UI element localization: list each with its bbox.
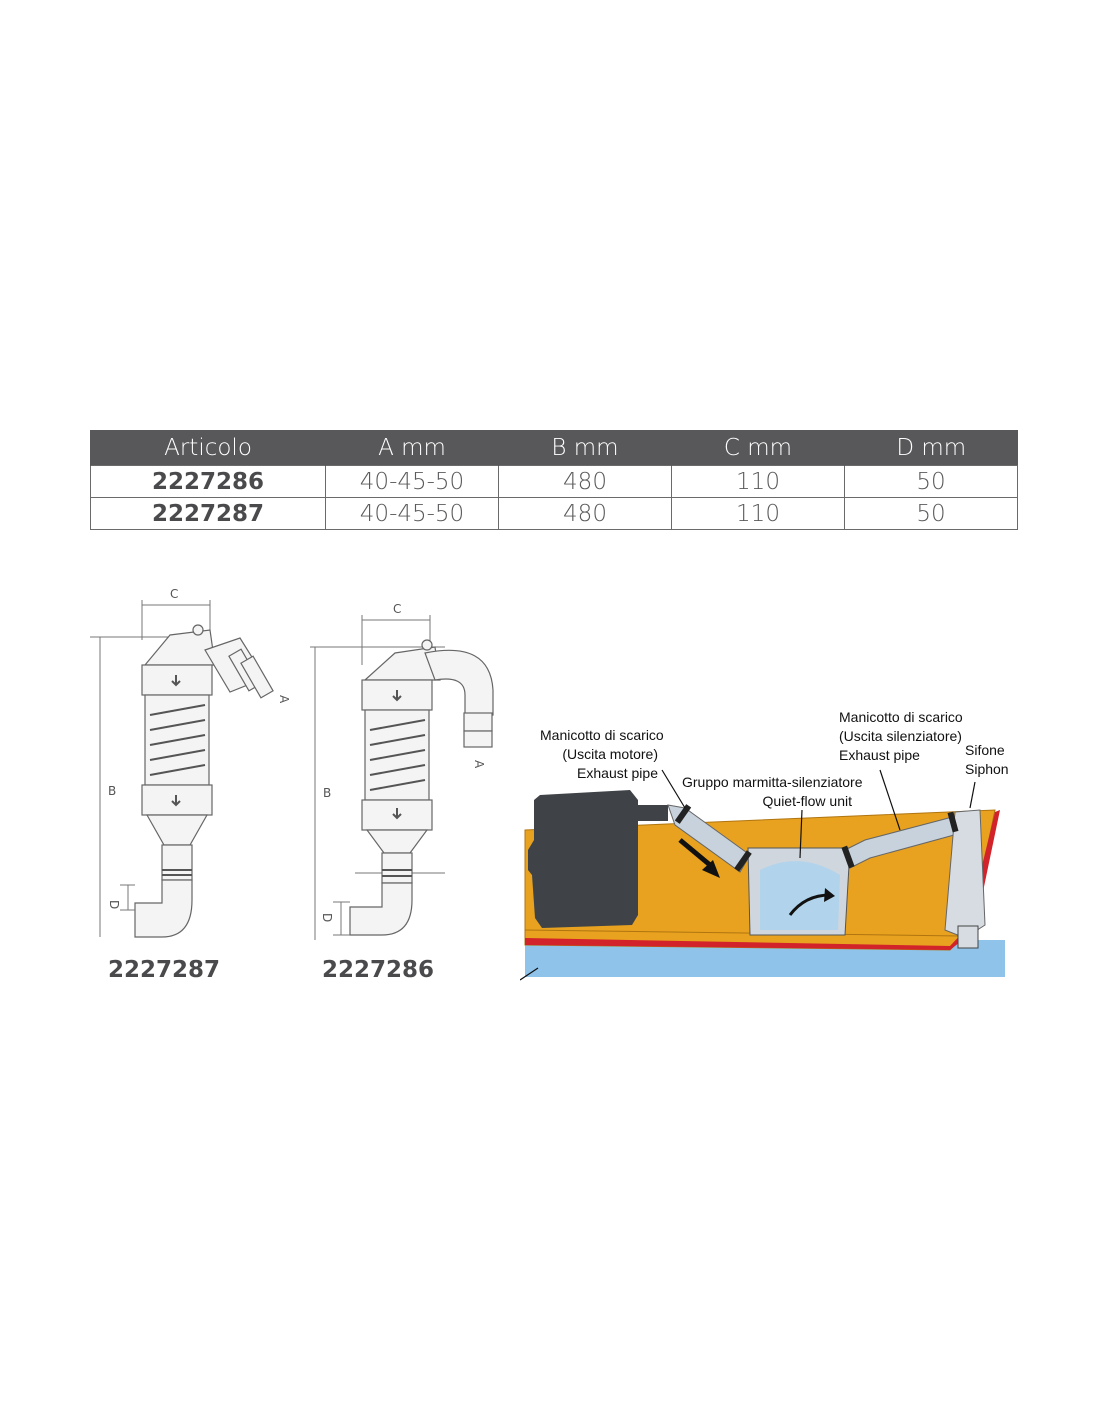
cell-c: 110 [672,466,845,498]
dim-b-label: B [108,784,117,798]
cell-a: 40-45-50 [326,466,499,498]
callout-line: (Uscita silenziatore) [839,728,962,744]
table-header-row [91,430,1018,466]
dim-a-label: A [472,760,486,769]
cell-articolo: 2227287 [91,498,326,530]
callout-siphon [965,741,1009,779]
dim-c-label: C [393,602,402,616]
cell-b: 480 [499,466,672,498]
cell-a: 40-45-50 [326,498,499,530]
callout-line: Exhaust pipe [839,747,920,763]
engine [528,790,638,928]
header-d-mm: D mm [845,430,1018,466]
muffler-drawing-2227287 [90,580,305,950]
cell-d: 50 [845,498,1018,530]
header-articolo: Articolo [91,430,326,466]
header-a-mm: A mm [326,430,499,466]
cell-articolo: 2227286 [91,466,326,498]
callout-line: Sifone [965,742,1005,758]
model-label-2227286: 2227286 [322,957,435,983]
callout-line: Manicotto di scarico [839,709,963,725]
callout-exhaust-pipe-out [839,708,963,765]
dim-b-label: B [323,786,332,800]
dim-d-label: D [320,913,334,923]
header-c-mm: C mm [672,430,845,466]
dim-a-label: A [277,695,291,704]
dim-d-label: D [107,900,121,910]
callout-line: Manicotto di scarico [540,727,664,743]
callout-line: Siphon [965,761,1009,777]
dim-c-label: C [170,587,179,601]
model-label-2227287: 2227287 [108,957,221,983]
muffler-drawing-2227286 [305,595,505,950]
cell-c: 110 [672,498,845,530]
callout-line: Exhaust pipe [577,765,658,781]
table-row [91,498,1018,530]
cell-b: 480 [499,498,672,530]
table-row [91,466,1018,498]
cell-d: 50 [845,466,1018,498]
callout-line: Gruppo marmitta-silenziatore [682,774,863,790]
callout-exhaust-pipe-in [540,726,664,783]
header-b-mm: B mm [499,430,672,466]
spec-table [90,430,1018,530]
callout-line: Quiet-flow unit [762,793,852,809]
callout-quiet-flow-unit [682,773,863,811]
callout-line: (Uscita motore) [562,746,658,762]
